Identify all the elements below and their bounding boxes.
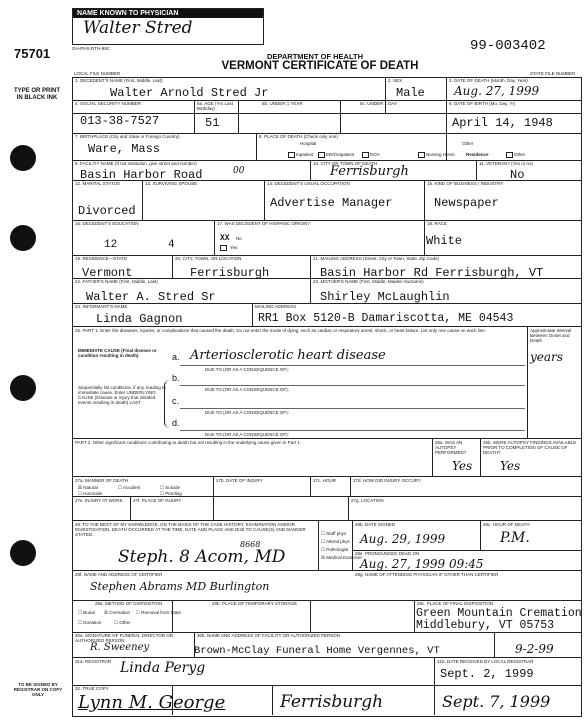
date-of-death: Aug. 27, 1999 [454,84,540,98]
label-education: 16. DECEDENT'S EDUCATION [75,221,139,226]
edu-college: 4 [168,239,175,251]
certifier-name: Stephen Abrams MD Burlington [90,580,270,593]
disp-burial: ☐ Burial [78,610,95,615]
certifier-signature: Steph. 8 Acom, MD [118,547,286,567]
label-homicide: Homicide [83,491,103,496]
label-certifier-name: 28f. NAME AND ADDRESS OF CERTIFIER [75,572,163,577]
occupation: Advertise Manager [270,196,393,210]
true-copy-town: Ferrisburgh [280,692,384,712]
label-true-copy: 32. TRUE COPY [75,686,109,691]
label-injury-location: 27g. LOCATION [351,498,384,503]
label-part1: 25. PART 1. Enter the diseases, injuries, or complications that caused the death. Do not enter the mode of dying, such as cardiac or respiratory arrest, shock, or heart failure. List only one cause on each line. [75,328,486,333]
disp-other: ☐ Other [114,620,131,625]
ssn: 013-38-7527 [80,114,160,128]
manner-natural: ☒ Natural [78,485,98,490]
decedent-name: Walter Arnold Stred Jr [110,86,269,100]
label-marital: 12. MARITAL STATUS [75,181,120,186]
veteran: No [510,168,525,182]
label-er: ER/Outpatient [326,152,355,157]
label-facility: 9. FACILITY NAME (If not institution, give street and number) [75,161,197,166]
label-age: 5a. AGE (Yrs Last Birthday) [197,101,234,111]
cert-staff: ☐ Staff phys ☐ Attend phys ☐ Pathologist ☒ Medical Examiner [321,531,363,560]
form-code: OH-PHS-DTH-89C [72,46,111,51]
label-ssn: 4. SOCIAL SECURITY NUMBER [75,101,142,106]
label-res-state: 19. RESIDENCE—STATE [75,256,128,261]
department: DEPARTMENT OF HEALTH [267,52,363,61]
page-title: VERMONT CERTIFICATE OF DEATH [221,60,419,72]
hour-of-death: P.M. [500,530,530,546]
physician-banner: NAME KNOWN TO PHYSICIAN [73,9,263,18]
label-temp-storage: 29b. PLACE OF TEMPORARY STORAGE [212,601,297,606]
city-of-death: Ferrisburgh [330,164,409,179]
label-nursing: Nursing Home [426,152,455,157]
label-part2: PART 2. Other significant conditions contributing to death but not resulting in the underlying cause given in Part 1. [75,440,301,445]
father: Walter A. Stred Sr [86,290,216,304]
bracket [164,380,171,428]
punch-hole-1 [10,145,36,171]
informant: Linda Gagnon [96,312,183,326]
label-injury-how: 27d. HOW DID INJURY OCCUR? [353,478,421,483]
label-hospital: Hospital [300,141,317,146]
label-inpatient: Inpatient [296,152,314,157]
label-removal: Removal from State [141,610,182,615]
manner-homicide: ☐ Homicide [78,491,103,496]
label-due-to-2: DUE TO (OR AS A CONSEQUENCE OF): [205,387,289,392]
registrar-signature: Linda Peryg [120,660,206,676]
label-date-of-death: 3. DATE OF DEATH (Month, Day, Year) [449,78,528,83]
label-sex: 2. SEX [388,78,403,83]
punch-hole-3 [10,375,36,401]
label-hour-of-death: 28c. HOUR OF DEATH [483,522,530,527]
label-under-1-year: 5b. UNDER 1 YEAR [262,101,303,106]
res-city: Ferrisburgh [190,266,270,280]
marital: Divorced [78,204,136,218]
label-injury-work: 27e. INJURY AT WORK [75,498,123,503]
punch-hole-2 [10,225,36,251]
disp-cremation: ☒ Cremation [104,610,131,615]
label-final-place: 29c. PLACE OF FINAL DISPOSITION [417,601,494,606]
label-pending: Pending [165,491,182,496]
label-funeral-home: 30b. NAME AND ADDRESS OF FACILITY OR AUTHORIZED PERSON [197,633,340,638]
label-res-city: 20. CITY, TOWN, OR LOCATION [175,256,242,261]
manner-suicide: ☐ Suicide [160,485,181,490]
dob: April 14, 1948 [452,116,553,130]
label-manner: 27a. MANNER OF DEATH [75,478,129,483]
cause-interval: years [530,350,563,364]
label-date-received: 31b. DATE RECEIVED BY LOCAL REGISTRAR [437,659,534,664]
label-sequential: Sequentially list conditions, if any, leading to immediate cause. Enter UNDERLYING CAUSE (Disease or injury that initiated events resulting in death) LAST [78,385,166,405]
label-injury-date: 27b. DATE OF INJURY [216,478,263,483]
date-signed: Aug. 29, 1999 [360,532,446,546]
label-due-to-4: DUE TO (OR AS A CONSEQUENCE OF): [205,432,289,437]
label-autopsy-findings: 26b. WERE AUTOPSY FINDINGS AVAILABLE PRIOR TO COMPLETION OF CAUSE OF DEATH? [483,440,577,455]
cause-b-letter: b. [172,373,180,383]
label-disposition: 29a. METHOD OF DISPOSITION [95,601,163,606]
true-copy-date: Sept. 7, 1999 [442,692,551,711]
age: 51 [205,116,220,130]
label-attending: 28g. NAME OF ATTENDING PHYSICIAN IF OTHER THAN CERTIFIER [355,572,499,577]
local-file-label: LOCAL FILE NUMBER [74,71,121,76]
business: Newspaper [434,196,499,210]
autopsy-answer: Yes [452,459,473,473]
cause-a-letter: a. [172,352,180,362]
mother: Shirley McLaughlin [320,290,450,304]
final-place: Green Mountain Cremation [416,607,582,620]
label-city-of-death: 10. CITY OR TOWN OF DEATH [313,161,378,166]
pronounced: Aug. 27, 1999 09:45 [360,557,484,571]
cause-c-letter: c. [172,396,180,406]
form-number: 75701 [14,46,51,61]
label-accident: Accident [123,485,141,490]
label-donation: Donation [83,620,102,625]
true-copy-signature: Lynn M. George [78,692,226,713]
race: White [426,234,463,248]
res-address: Basin Harbor Rd Ferrisburgh, VT [320,266,544,280]
label-doa: DOA [370,152,380,157]
label-birthplace: 7. BIRTHPLACE (City and State or Foreign Country) [75,134,180,139]
state-file-label: STATE FILE NUMBER [530,71,576,76]
funeral-date: 9-2-99 [515,642,554,656]
funeral-signature: R. Sweeney [90,642,150,653]
disp-donation: ☐ Donation [78,620,102,625]
facility-note: 00 [233,166,245,176]
label-informant-addr: MAILING ADDRESS [255,304,297,309]
disp-removal: ☐ Removal from State [136,610,182,615]
registrar-date: Sept. 2, 1999 [440,667,534,681]
label-spouse: 13. SURVIVING SPOUSE [145,181,198,186]
corner-note: TO BE SIGNED BY REGISTRAR ON COPY ONLY [13,682,63,697]
physician-banner-box [72,8,264,45]
facility: Basin Harbor Road [80,168,203,182]
certifier-number: 8668 [240,540,261,549]
label-date-signed: 28b. DATE SIGNED [355,522,396,527]
label-other-specify: Other [514,152,526,157]
label-due-to-3: DUE TO (OR AS A CONSEQUENCE OF): [205,410,289,415]
label-race: 18. RACE [427,221,448,226]
label-hispanic-no: No [236,236,242,241]
label-mailing: 21. MAILING ADDRESS (Street, City or Town, State, Zip Code) [313,256,439,261]
label-autopsy: 26a. WAS AN AUTOPSY PERFORMED? [435,440,467,455]
label-cremation: Cremation [109,610,131,615]
informant-addr: RR1 Box 5120-B Damariscotta, ME 04543 [258,312,514,325]
autopsy-findings-answer: Yes [500,459,521,473]
final-city: Middlebury, VT 05753 [416,619,555,632]
type-or-print: TYPE OR PRINT IN BLACK INK [13,88,60,101]
label-mother: 23. MOTHER'S NAME (First, Middle, Maiden Surname) [313,279,424,284]
label-hispanic: 17. WAS DECEDENT OF HISPANIC ORIGIN? [217,221,310,226]
label-name: 1. DECEDENT'S NAME (First, Middle, Last) [75,78,163,83]
label-dob: 6. DATE OF BIRTH (Mo, Day, Yr) [449,101,516,106]
label-funeral-sig: 30a. SIGNATURE OF FUNERAL DIRECTOR OR AUTHORIZED PERSON [75,633,174,643]
label-father: 22. FATHER'S NAME (First, Middle, Last) [75,279,158,284]
label-interval: Approximate Interval Between Onset and Death [530,328,572,343]
physician-name: Walter Stred [83,18,193,38]
label-business: 15. KIND OF BUSINESS / INDUSTRY [427,181,504,186]
label-under-1-day: 5c. UNDER 1 DAY [360,101,398,106]
funeral-home: Brown-McClay Funeral Home Vergennes, VT [194,645,440,657]
edu-elementary: 12 [104,239,118,251]
hispanic-no: XX [220,234,230,243]
label-other: Other [462,141,474,146]
label-occupation: 14. DECEDENT'S USUAL OCCUPATION [267,181,350,186]
res-state: Vermont [82,266,133,280]
label-pronounced: 28e. PRONOUNCED DEAD ON [355,551,420,556]
label-burial: Burial [83,610,95,615]
manner-pending: ☐ Pending [160,491,182,496]
label-immediate: IMMEDIATE CAUSE (Final disease or condition resulting in death) [78,348,157,358]
label-registrar: 31a. REGISTRAR [75,659,112,664]
sex: Male [396,86,425,100]
cause-d-letter: d. [172,418,180,428]
label-veteran: 11. VETERAN? (Yes or no) [479,161,534,166]
label-natural: Natural [83,485,98,490]
label-injury-place: 27f. PLACE OF INJURY [133,498,182,503]
label-place-of-death: 8. PLACE OF DEATH (Check only one) [259,134,338,139]
cert-number: 99-003402 [470,38,546,54]
label-certify: 28. TO THE BEST OF MY KNOWLEDGE, ON THE BASIS OF THE CASE HISTORY, EXAMINATION AND/OR INVESTIGATION, DEATH OCCURRED AT THE TIME, DATE AND PLACE AND DUE TO CAUSE(S) AND MANNER STATED. [75,522,306,537]
manner-accident: ☐ Accident [118,485,141,490]
label-residence: Residence [466,152,489,157]
punch-hole-4 [10,540,36,566]
label-hispanic-yes: Yes [230,245,238,250]
cause-a: Arteriosclerotic heart disease [190,348,386,363]
birthplace: Ware, Mass [88,142,161,156]
label-injury-hour: 27c. HOUR [313,478,337,483]
label-due-to-1: DUE TO (OR AS A CONSEQUENCE OF): [205,367,289,372]
label-suicide: Suicide [165,485,181,490]
label-informant: 24. INFORMANT'S NAME [75,304,128,309]
label-disp-other: Other [119,620,131,625]
